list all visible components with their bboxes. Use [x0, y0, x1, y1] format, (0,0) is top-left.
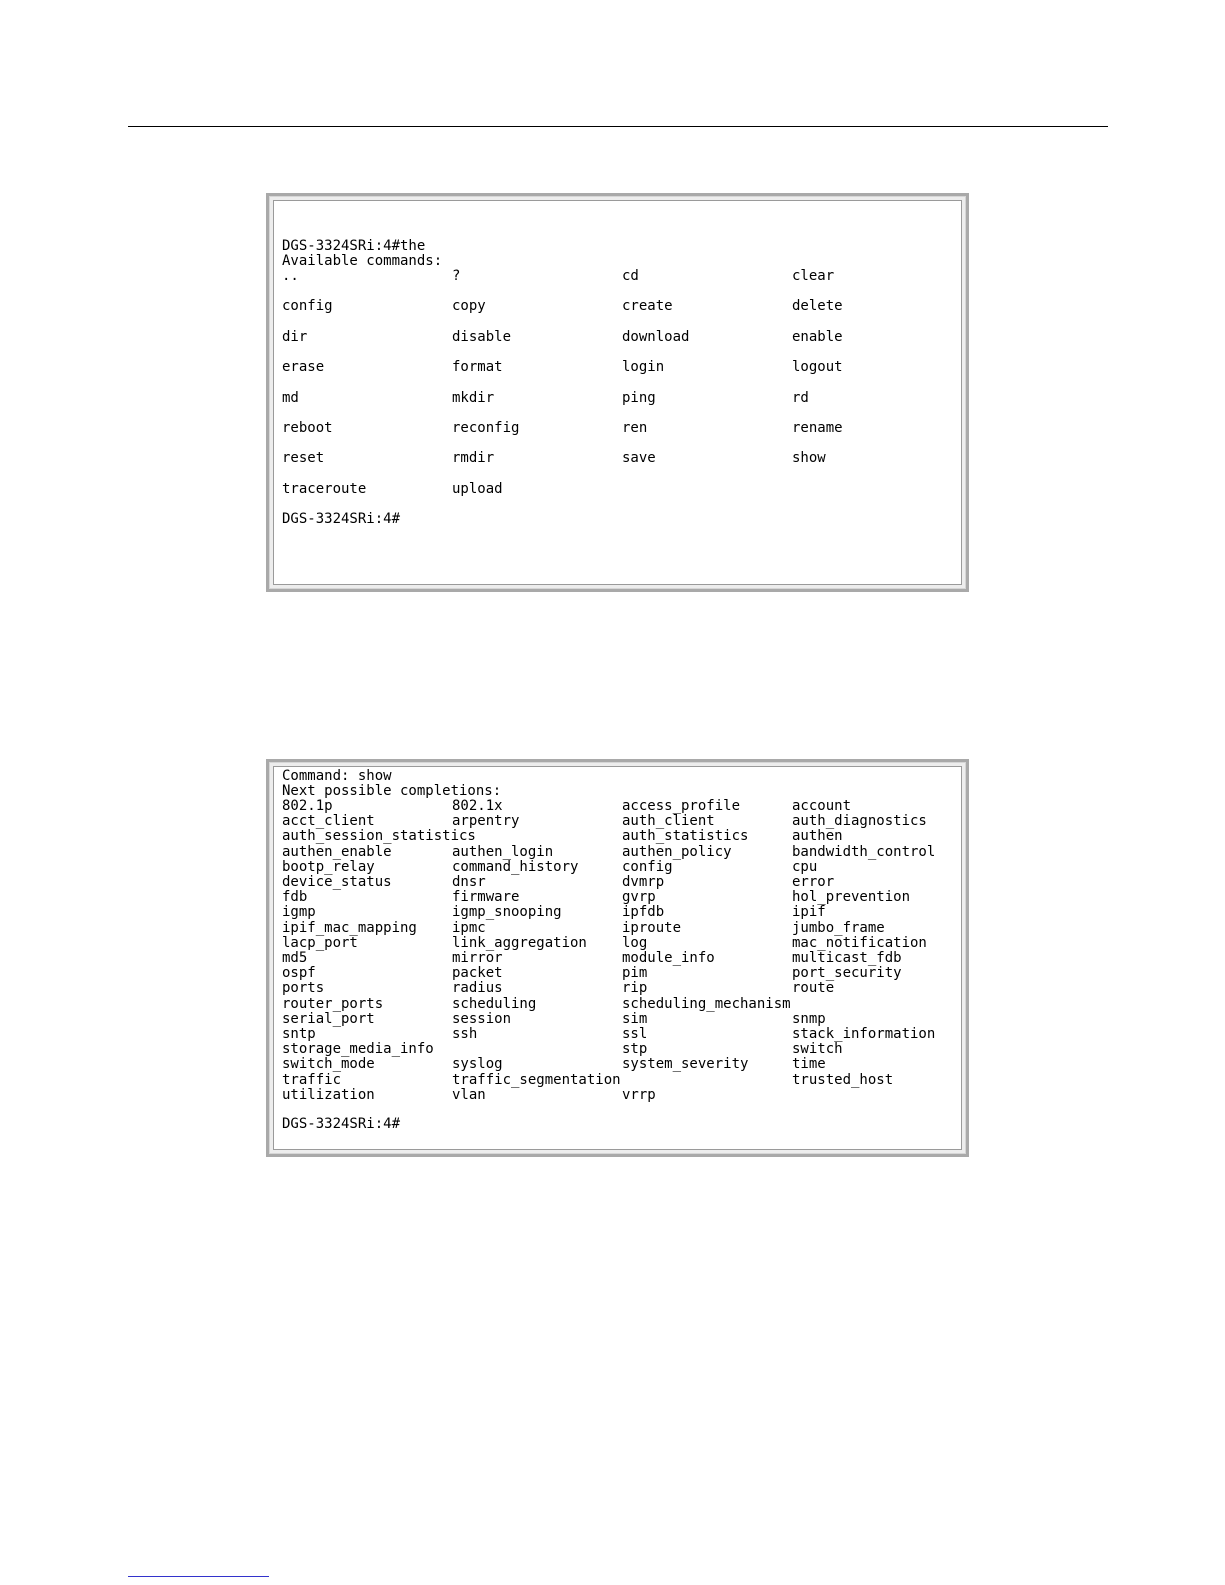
command-row [269, 799, 966, 814]
prompt-command: DGS-3324SRi:4#the [282, 238, 426, 254]
command-item: ipfdb [622, 904, 665, 921]
cli-prompt: DGS-3324SRi:4# [282, 511, 401, 527]
command-item: ssh [452, 1026, 478, 1042]
command-item: packet [452, 965, 503, 982]
command-item: copy [452, 298, 486, 315]
footnote-rule [128, 1576, 269, 1577]
command-item: .. [282, 268, 299, 284]
command-item: auth_statistics [622, 828, 749, 845]
command-row [269, 845, 966, 860]
command-row [269, 330, 966, 345]
command-row [269, 905, 966, 920]
command-item: trusted_host [792, 1071, 894, 1088]
command-item: snmp [792, 1010, 826, 1027]
command-row [269, 966, 966, 981]
command-item: erase [282, 359, 325, 376]
command-item: ipif_mac_mapping [282, 919, 417, 936]
command-item: port_security [792, 965, 902, 982]
command-row [269, 269, 966, 284]
command-item: bandwidth_control [792, 843, 936, 860]
command-item: authen_enable [282, 843, 392, 860]
command-item: dir [282, 328, 308, 345]
command-item: storage_media_info [282, 1041, 434, 1058]
command-item: save [622, 450, 656, 467]
command-item: authen_login [452, 843, 554, 860]
command-item: module_info [622, 950, 715, 966]
command-item: utilization [282, 1086, 375, 1103]
command-item: jumbo_frame [792, 919, 885, 936]
command-item: rip [622, 980, 648, 997]
command-item: account [792, 798, 852, 814]
command-item: ? [452, 268, 461, 284]
command-item: bootp_relay [282, 858, 375, 875]
command-item: iproute [622, 919, 682, 936]
command-item: mirror [452, 950, 503, 966]
command-item: clear [792, 268, 835, 284]
command-item: switch [792, 1041, 843, 1058]
command-item: md5 [282, 950, 308, 966]
command-item: md [282, 389, 299, 406]
page-header-rule [128, 126, 1108, 127]
completions-header: Next possible completions: [282, 783, 502, 799]
command-item: sim [622, 1010, 648, 1027]
command-item: hol_prevention [792, 889, 911, 906]
command-item: traffic [282, 1071, 342, 1088]
command-item: scheduling [452, 995, 537, 1012]
command-item: logout [792, 359, 843, 376]
cli-window-available-commands [266, 193, 969, 592]
command-item: download [622, 328, 690, 345]
command-row [269, 860, 966, 875]
command-row [269, 875, 966, 890]
command-item: create [622, 298, 673, 315]
command-row [269, 1042, 966, 1057]
command-row [269, 890, 966, 905]
command-item: ipif [792, 904, 826, 921]
command-item: auth_diagnostics [792, 813, 927, 830]
command-item: acct_client [282, 813, 375, 830]
command-row [269, 421, 966, 436]
command-item: ipmc [452, 919, 486, 936]
command-row [269, 997, 966, 1012]
command-item: router_ports [282, 995, 384, 1012]
command-item: delete [792, 298, 843, 315]
command-item: serial_port [282, 1010, 375, 1027]
command-row [269, 299, 966, 314]
command-item: reconfig [452, 420, 520, 436]
command-item: stack_information [792, 1026, 936, 1042]
command-row [269, 1057, 966, 1072]
command-item: traceroute [282, 480, 367, 497]
command-item: pim [622, 965, 648, 982]
command-item: device_status [282, 874, 392, 890]
command-row [269, 1073, 966, 1088]
command-item: auth_client [622, 813, 715, 830]
command-item: arpentry [452, 813, 520, 830]
command-row [269, 451, 966, 466]
command-row [269, 1027, 966, 1042]
command-item: radius [452, 980, 503, 997]
command-item: 802.1p [282, 798, 333, 814]
command-item: vrrp [622, 1086, 656, 1103]
command-item: enable [792, 328, 843, 345]
command-row [269, 921, 966, 936]
command-item: login [622, 359, 665, 376]
command-item: log [622, 934, 648, 951]
command-item: ports [282, 980, 325, 997]
command-item: switch_mode [282, 1056, 375, 1073]
command-item: link_aggregation [452, 934, 587, 951]
command-item: lacp_port [282, 934, 358, 951]
command-row [269, 936, 966, 951]
command-item: route [792, 980, 835, 997]
command-item: ping [622, 389, 656, 406]
command-row [269, 1012, 966, 1027]
command-item: 802.1x [452, 798, 503, 814]
command-item: session [452, 1010, 512, 1027]
cli-prompt: DGS-3324SRi:4# [282, 1116, 401, 1132]
command-row [269, 360, 966, 375]
command-row [269, 951, 966, 966]
command-item: rename [792, 420, 843, 436]
command-item: multicast_fdb [792, 950, 902, 966]
command-row [269, 814, 966, 829]
command-item: error [792, 874, 835, 890]
command-item: dvmrp [622, 874, 665, 890]
command-item: ssl [622, 1026, 648, 1042]
command-item: scheduling_mechanism [622, 995, 791, 1012]
command-item: disable [452, 328, 512, 345]
command-row [269, 482, 966, 497]
command-row [269, 981, 966, 996]
command-item: config [622, 858, 673, 875]
command-item: time [792, 1056, 826, 1073]
command-item: authen_policy [622, 843, 732, 860]
command-item: firmware [452, 889, 520, 906]
command-item: mac_notification [792, 934, 927, 951]
available-commands-header: Available commands: [282, 253, 443, 269]
command-item: access_profile [622, 798, 741, 814]
command-item: fdb [282, 889, 308, 906]
command-item: vlan [452, 1086, 486, 1103]
command-item: rd [792, 389, 809, 406]
command-item: mkdir [452, 389, 495, 406]
command-item: stp [622, 1041, 648, 1058]
command-item: dnsr [452, 874, 486, 890]
command-item: igmp_snooping [452, 904, 562, 921]
command-item: igmp [282, 904, 316, 921]
command-item: reset [282, 450, 325, 467]
command-item: upload [452, 480, 503, 497]
command-item: traffic_segmentation [452, 1071, 621, 1088]
command-item: format [452, 359, 503, 376]
command-item: auth_session_statistics [282, 828, 476, 845]
command-item: rmdir [452, 450, 495, 467]
command-item: config [282, 298, 333, 315]
command-item: reboot [282, 420, 333, 436]
command-row [269, 1088, 966, 1103]
command-item: cpu [792, 858, 818, 875]
command-row [269, 829, 966, 844]
command-item: ospf [282, 965, 316, 982]
command-item: show [792, 450, 826, 467]
command-item: ren [622, 420, 648, 436]
command-line: Command: show [282, 768, 392, 784]
command-item: cd [622, 268, 639, 284]
command-row [269, 391, 966, 406]
command-item: syslog [452, 1056, 503, 1073]
cli-window-show-completions [266, 759, 969, 1157]
command-item: authen [792, 828, 843, 845]
command-item: sntp [282, 1026, 316, 1042]
command-item: gvrp [622, 889, 656, 906]
command-item: command_history [452, 858, 579, 875]
command-item: system_severity [622, 1056, 749, 1073]
